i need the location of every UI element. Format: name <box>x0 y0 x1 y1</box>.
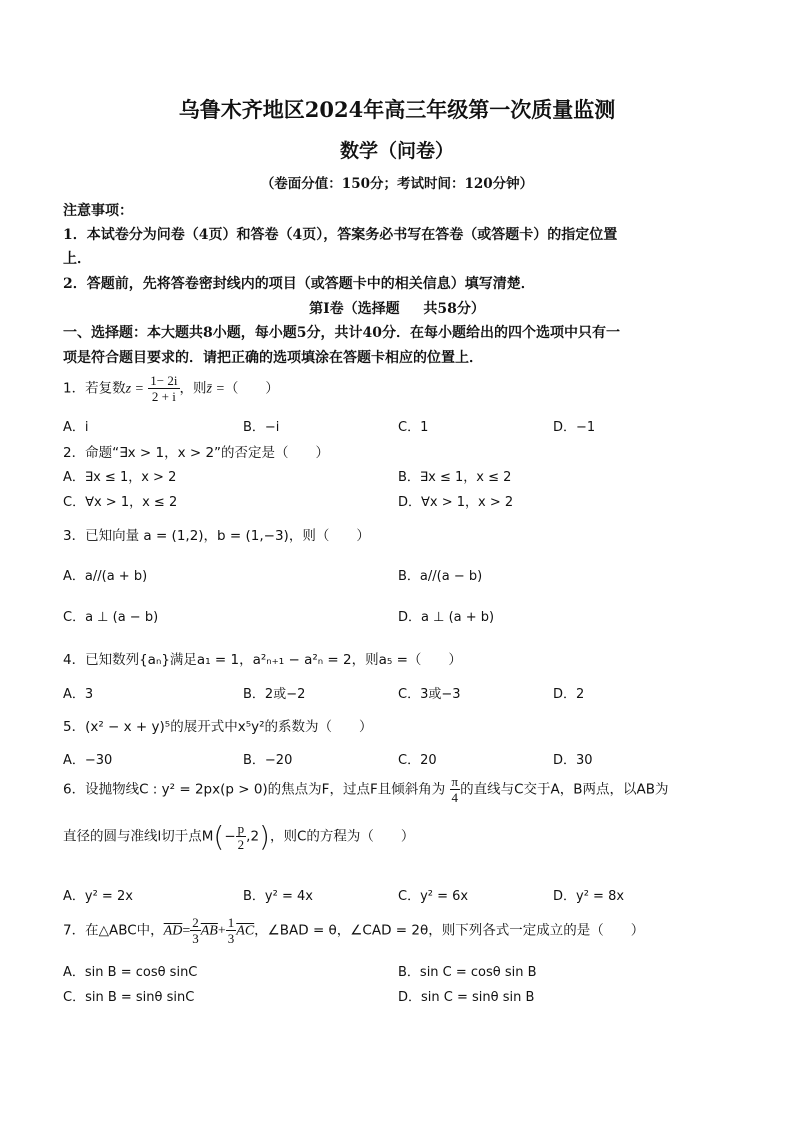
vector-ad: $\overline{AD}$ <box>163 923 183 939</box>
q5-option-a: A．−30 <box>63 753 113 768</box>
q7-option-b: B．sin C = cosθ sin B <box>398 965 537 980</box>
q5-option-b: B．−20 <box>243 753 293 768</box>
q1-option-b: B．−i <box>243 420 280 435</box>
q2-option-b: B．∃x ≤ 1，x ≤ 2 <box>398 470 512 485</box>
section-intro: 一、选择题：本大题共8小题，每小题5分，共计40分．在每小题给出的四个选项中只有一 <box>63 325 620 341</box>
question-7-stem: 7．在△ABC中，$\overline{AD}=$ $\frac{2}{3}$ $\overline{AB}+$ $\frac{1}{3}$ $\overline{AC}$，∠BAD = θ，∠CAD = 2θ，则下列各式一定成立的是（ ） <box>63 915 645 946</box>
vector-ac: $\overline{AC}$ <box>236 923 255 939</box>
q1-option-a: A．i <box>63 420 89 435</box>
note-item-2: 2．答题前，先将答卷密封线内的项目（或答题卡中的相关信息）填写清楚． <box>63 276 535 292</box>
fraction: $\frac{2}{3}$ <box>192 915 199 946</box>
exam-title: 乌鲁木齐地区2024年高三年级第一次质量监测 <box>178 97 616 122</box>
q3-option-c: C．a ⊥ (a − b) <box>63 610 159 625</box>
q5-option-c: C．20 <box>398 753 437 768</box>
exam-subtitle: 数学（问卷） <box>339 140 454 162</box>
q1-option-d: D．−1 <box>553 420 596 435</box>
note-item-1: 1．本试卷分为问卷（4页）和答卷（4页），答案务必书写在答卷（或答题卡）的指定位置 <box>63 227 618 243</box>
question-6-stem: 6．设抛物线C : y² = 2px(p > 0)的焦点为F，过点F且倾斜角为 $\frac{\pi}{4}$ 的直线与C交于A，B两点，以AB为 <box>63 774 669 805</box>
fraction: $\frac{\pi}{4}$ <box>451 774 459 805</box>
q4-option-a: A．3 <box>63 687 94 702</box>
q3-option-b: B．a//(a − b) <box>398 569 483 584</box>
fraction: $\frac{1- 2i}{2 + i}$ <box>150 373 178 404</box>
question-3-stem: 3．已知向量 a = (1,2)，b = (1,−3)，则（ ） <box>63 528 370 544</box>
q6-option-b: B．y² = 4x <box>243 889 313 904</box>
q4-option-c: C．3或−3 <box>398 687 461 702</box>
q3-option-d: D．a ⊥ (a + b) <box>398 610 495 625</box>
q6-option-c: C．y² = 6x <box>398 889 469 904</box>
q3-option-a: A．a//(a + b) <box>63 569 148 584</box>
q1-option-c: C．1 <box>398 420 429 435</box>
question-6-stem-cont: 直径的圆与准线l切于点M(− $\frac{p}{2}$ ,2)，则C的方程为（ ） <box>63 820 415 853</box>
exam-info: （卷面分值：150分；考试时间：120分钟） <box>260 176 534 192</box>
q5-option-d: D．30 <box>553 753 593 768</box>
question-5-stem: 5．(x² − x + y)⁵的展开式中x⁵y²的系数为（ ） <box>63 719 373 735</box>
note-item-1-cont: 上． <box>63 251 91 267</box>
q2-option-a: A．∃x ≤ 1，x > 2 <box>63 470 177 485</box>
section-intro-cont: 项是符合题目要求的．请把正确的选项填涂在答题卡相应的位置上． <box>63 350 483 366</box>
q2-option-d: D．∀x > 1，x > 2 <box>398 495 514 510</box>
q6-option-d: D．y² = 8x <box>553 889 625 904</box>
q4-option-b: B．2或−2 <box>243 687 306 702</box>
fraction: $\frac{1}{3}$ <box>227 915 235 946</box>
section-title: 第Ⅰ卷（选择题 共58分） <box>309 301 485 317</box>
q7-option-d: D．sin C = sinθ sin B <box>398 990 535 1005</box>
q2-option-c: C．∀x > 1，x ≤ 2 <box>63 495 178 510</box>
question-2-stem: 2．命题“∃x > 1，x > 2”的否定是（ ） <box>63 445 330 461</box>
q6-option-a: A．y² = 2x <box>63 889 133 904</box>
question-4-stem: 4．已知数列{aₙ}满足a₁ = 1，a²ₙ₊₁ − a²ₙ = 2，则a₅ =（ ） <box>63 652 462 668</box>
fraction: $\frac{p}{2}$ <box>237 821 245 852</box>
vector-ab: $\overline{AB}$ <box>200 923 218 939</box>
question-1-stem: 1．若复数z = $\frac{1- 2i}{2 + i}$ ，则z̄ =（ ） <box>63 373 279 404</box>
q7-option-a: A．sin B = cosθ sinC <box>63 965 198 980</box>
q4-option-d: D．2 <box>553 687 585 702</box>
notes-heading: 注意事项： <box>63 203 133 219</box>
q7-option-c: C．sin B = sinθ sinC <box>63 990 195 1005</box>
